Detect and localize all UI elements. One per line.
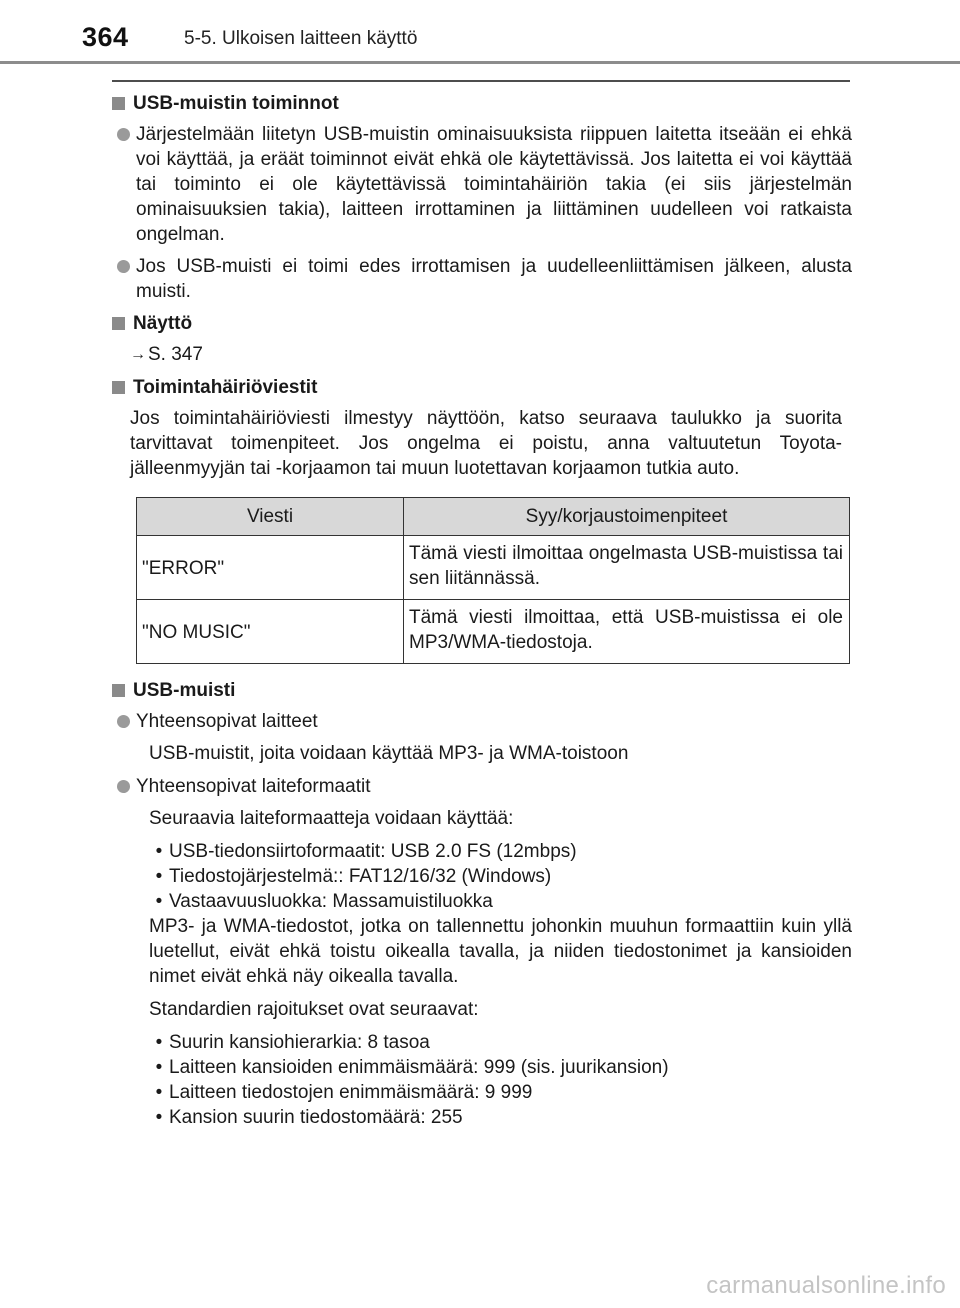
- list-item-text: Laitteen kansioiden enimmäismäärä: 999 (sis. juurikansion): [169, 1057, 669, 1078]
- list-bullet-dot: •: [155, 1032, 163, 1053]
- table-row: [137, 600, 850, 664]
- table-cell-message: "NO MUSIC": [137, 600, 404, 664]
- list-bullet-dot: •: [155, 841, 163, 862]
- section-heading-display: [112, 311, 852, 336]
- list-item: [149, 1080, 852, 1105]
- content-divider: [112, 80, 850, 82]
- formats-list: [112, 839, 852, 914]
- page-reference: [112, 342, 852, 367]
- list-item: [149, 839, 852, 864]
- formats-note-text: MP3- ja WMA-tiedostot, jotka on tallennettu johonkin muuhun formaattiin kuin yllä luetellut, eivät ehkä toistu oikealla tavalla, ja niiden tiedostonimet ja kansioiden nimet eivät ehkä näy oikealla tavalla.: [149, 916, 852, 987]
- section-heading-usb-functions: [112, 91, 852, 116]
- bullet-paragraph: [112, 122, 852, 247]
- section-heading-usb-memory: [112, 678, 852, 703]
- table-header-cause: Syy/korjaustoimenpiteet: [404, 498, 850, 536]
- compatible-devices-text: USB-muistit, joita voidaan käyttää MP3- ja WMA-toistoon: [149, 743, 629, 764]
- list-item-text: Vastaavuusluokka: Massamuistiluokka: [169, 891, 493, 912]
- list-item-text: Laitteen tiedostojen enimmäismäärä: 9 999: [169, 1082, 533, 1103]
- formats-intro-text: Seuraavia laiteformaatteja voidaan käyttää:: [149, 808, 514, 829]
- square-bullet-icon: [112, 381, 125, 394]
- arrow-right-icon: →: [130, 346, 146, 363]
- bullet-text: Yhteensopivat laitteet: [136, 711, 318, 732]
- circle-bullet-icon: [117, 128, 130, 141]
- list-bullet-dot: •: [155, 1082, 163, 1103]
- list-bullet-dot: •: [155, 866, 163, 887]
- list-item-text: USB-tiedonsiirtoformaatit: USB 2.0 FS (12mbps): [169, 841, 577, 862]
- page-content: [112, 91, 852, 1130]
- list-bullet-dot: •: [155, 1057, 163, 1078]
- table-row: [137, 536, 850, 600]
- bullet-text: Yhteensopivat laiteformaatit: [136, 776, 371, 797]
- section-heading-text: USB-muisti: [133, 680, 236, 701]
- list-item-text: Suurin kansiohierarkia: 8 tasoa: [169, 1032, 430, 1053]
- limits-intro-text: Standardien rajoitukset ovat seuraavat:: [149, 999, 479, 1020]
- circle-bullet-icon: [117, 780, 130, 793]
- table-header-message: Viesti: [137, 498, 404, 536]
- list-item: [149, 1105, 852, 1130]
- list-item: [149, 1055, 852, 1080]
- bullet-paragraph: [112, 774, 852, 799]
- section-heading-text: Näyttö: [133, 313, 193, 334]
- header-divider: [0, 61, 960, 64]
- list-item-text: Kansion suurin tiedostomäärä: 255: [169, 1107, 463, 1128]
- circle-bullet-icon: [117, 260, 130, 273]
- list-item: [149, 889, 852, 914]
- table-header-row: [137, 498, 850, 536]
- limits-list: [112, 1030, 852, 1130]
- page-header: [0, 0, 960, 64]
- list-item-text: Tiedostojärjestelmä:: FAT12/16/32 (Windows): [169, 866, 552, 887]
- section-heading-text: Toimintahäiriöviestit: [133, 377, 318, 398]
- section-heading-error-messages: [112, 375, 852, 400]
- error-message-table: [136, 497, 850, 664]
- bullet-text: Järjestelmään liitetyn USB-muistin ominaisuuksista riippuen laitetta itseään ei ehkä voi käyttää, ja eräät toiminnot eivät ehkä ole käytettävissä. Jos laitetta ei voi käyttää tai toiminto ei ole käytettävissä toimintahäiriön takia (ei siis järjestelmän ominaisuuksien takia), laitteen irrottaminen ja liittäminen uudelleen voi ratkaista ongelman.: [136, 124, 852, 245]
- bullet-paragraph: [112, 254, 852, 304]
- bullet-paragraph: [112, 709, 852, 734]
- square-bullet-icon: [112, 317, 125, 330]
- list-bullet-dot: •: [155, 1107, 163, 1128]
- table-cell-cause: Tämä viesti ilmoittaa, että USB-muistissa ei ole MP3/WMA-tiedostoja.: [404, 600, 850, 664]
- list-item: [149, 1030, 852, 1055]
- list-item: [149, 864, 852, 889]
- bullet-text: Jos USB-muisti ei toimi edes irrottamisen ja uudelleenliittämisen jälkeen, alusta muisti.: [136, 256, 852, 302]
- square-bullet-icon: [112, 97, 125, 110]
- error-intro-text: Jos toimintahäiriöviesti ilmestyy näyttöön, katso seuraava taulukko ja suorita tarvittavat toimenpiteet. Jos ongelma ei poistu, anna valtuutetun Toyota-jälleenmyyjän tai -korjaamon tai muun luotettavan korjaamon tutkia auto.: [130, 408, 842, 479]
- circle-bullet-icon: [117, 715, 130, 728]
- table-cell-cause: Tämä viesti ilmoittaa ongelmasta USB-muistissa tai sen liitännässä.: [404, 536, 850, 600]
- list-bullet-dot: •: [155, 891, 163, 912]
- page-number: 364: [82, 22, 129, 52]
- section-heading-text: USB-muistin toiminnot: [133, 93, 339, 114]
- chapter-title: 5-5. Ulkoisen laitteen käyttö: [184, 28, 418, 49]
- table-cell-message: "ERROR": [137, 536, 404, 600]
- watermark: carmanualsonline.info: [706, 1272, 946, 1299]
- page-reference-link[interactable]: S. 347: [148, 344, 203, 365]
- square-bullet-icon: [112, 684, 125, 697]
